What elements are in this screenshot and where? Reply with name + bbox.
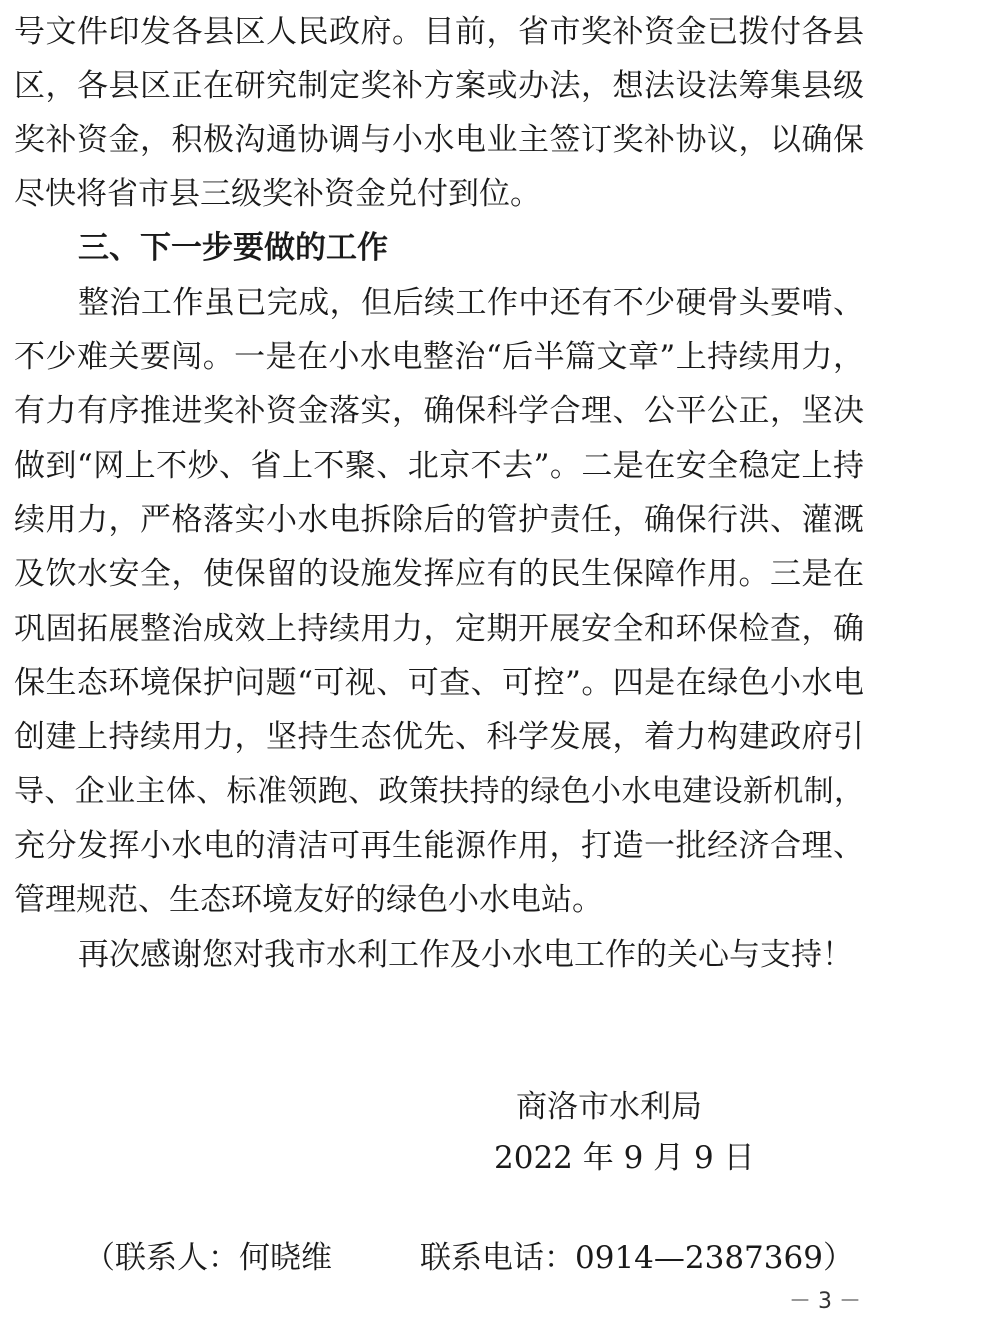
paragraph-line: 整治工作虽已完成，但后续工作中还有不少硬骨头要啃、: [78, 285, 864, 321]
paragraph-line: 管理规范、生态环境友好的绿色小水电站。: [14, 882, 603, 918]
paragraph-line: 保生态环境保护问题“可视、可查、可控”。四是在绿色小水电: [14, 665, 864, 701]
paragraph-line: 尽快将省市县三级奖补资金兑付到位。: [14, 176, 541, 212]
paragraph-line: 奖补资金，积极沟通协调与小水电业主签订奖补协议，以确保: [14, 122, 864, 158]
paragraph-line: 及饮水安全，使保留的设施发挥应有的民生保障作用。三是在: [14, 556, 864, 592]
signature-organization: 商洛市水利局: [516, 1089, 702, 1125]
section-heading: 三、下一步要做的工作: [78, 230, 388, 266]
contact-phone: 联系电话：0914—2387369）: [420, 1240, 854, 1276]
paragraph-line: 充分发挥小水电的清洁可再生能源作用，打造一批经济合理、: [14, 828, 864, 864]
closing-line: 再次感谢您对我市水利工作及小水电工作的关心与支持！: [78, 937, 853, 973]
page-number: － 3 －: [789, 1289, 861, 1314]
paragraph-line: 区，各县区正在研究制定奖补方案或办法，想法设法筹集县级: [14, 68, 864, 104]
contact-person: （联系人：何晓维: [84, 1240, 332, 1276]
paragraph-line: 导、企业主体、标准领跑、政策扶持的绿色小水电建设新机制，: [14, 774, 864, 809]
paragraph-line: 做到“网上不炒、省上不聚、北京不去”。二是在安全稳定上持: [14, 448, 864, 484]
paragraph-line: 号文件印发各县区人民政府。目前，省市奖补资金已拨付各县: [14, 14, 864, 50]
paragraph-line: 不少难关要闯。一是在小水电整治“后半篇文章”上持续用力，: [14, 339, 864, 375]
paragraph-line: 创建上持续用力，坚持生态优先、科学发展，着力构建政府引: [14, 719, 864, 755]
paragraph-line: 有力有序推进奖补资金落实，确保科学合理、公平公正，坚决: [14, 393, 864, 429]
paragraph-line: 续用力，严格落实小水电拆除后的管护责任，确保行洪、灌溉: [14, 502, 864, 538]
signature-date: 2022 年 9 月 9 日: [494, 1140, 755, 1176]
paragraph-line: 巩固拓展整治成效上持续用力，定期开展安全和环保检查，确: [14, 611, 864, 647]
